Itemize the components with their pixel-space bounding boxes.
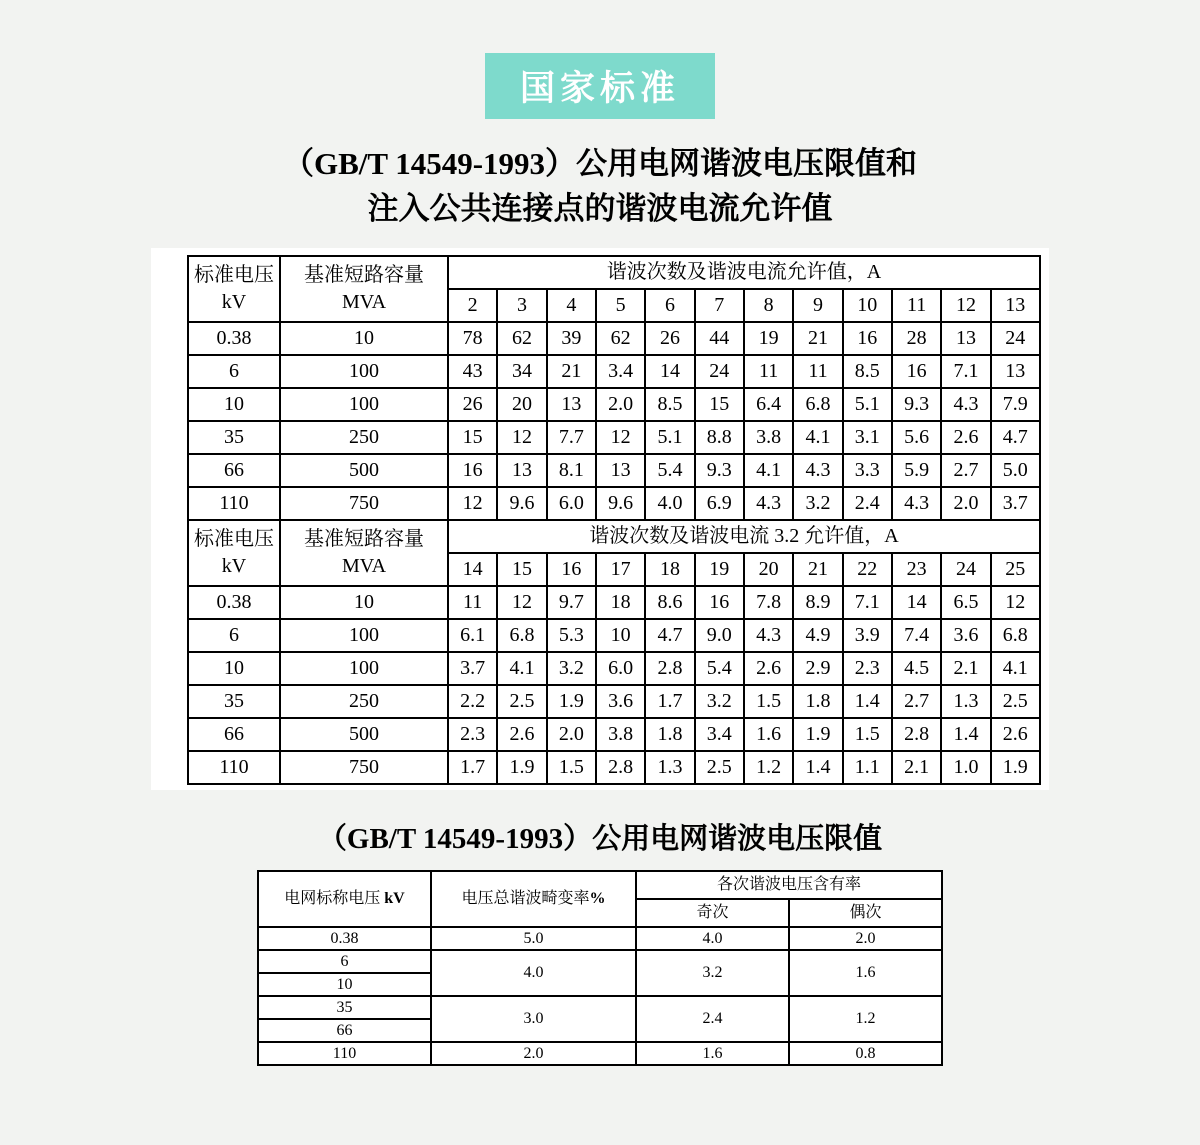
current-value-cell: 8.8 (695, 421, 744, 454)
capacity-cell: 250 (280, 685, 448, 718)
current-value-cell: 1.5 (744, 685, 793, 718)
current-value-cell: 6.0 (547, 487, 596, 520)
capacity-header-cell: 基准短路容量 MVA (280, 520, 448, 586)
table-row (188, 685, 1040, 718)
current-value-cell: 8.5 (645, 388, 694, 421)
current-value-cell: 2.1 (892, 751, 941, 784)
current-value-cell: 24 (991, 322, 1040, 355)
national-standard-badge: 国家标准 (485, 53, 715, 119)
table-row (188, 388, 1040, 421)
current-value-cell: 11 (448, 586, 497, 619)
current-value-cell: 6.8 (793, 388, 842, 421)
current-value-cell: 2.6 (497, 718, 546, 751)
harmonic-order-cell: 4 (547, 289, 596, 322)
current-value-cell: 1.0 (941, 751, 990, 784)
harmonic-order-cell: 23 (892, 553, 941, 586)
table-row (258, 950, 942, 973)
current-value-cell: 8.5 (843, 355, 892, 388)
current-value-cell: 2.3 (843, 652, 892, 685)
voltage-cell: 35 (188, 421, 280, 454)
main-title-line2: 注入公共连接点的谐波电流允许值 (367, 191, 833, 226)
voltage-cell: 6 (188, 619, 280, 652)
grid-voltage-cell: 66 (258, 1019, 431, 1042)
current-value-cell: 3.2 (793, 487, 842, 520)
current-value-cell: 4.3 (892, 487, 941, 520)
current-value-cell: 44 (695, 322, 744, 355)
current-value-cell: 16 (892, 355, 941, 388)
current-value-cell: 1.7 (448, 751, 497, 784)
harmonic-order-cell: 7 (695, 289, 744, 322)
current-value-cell: 16 (695, 586, 744, 619)
current-value-cell: 8.1 (547, 454, 596, 487)
current-value-cell: 2.6 (744, 652, 793, 685)
table-row (188, 322, 1040, 355)
harmonic-order-cell: 18 (645, 553, 694, 586)
unit-label: % (589, 890, 606, 907)
capacity-cell: 500 (280, 718, 448, 751)
capacity-cell: 250 (280, 421, 448, 454)
current-value-cell: 1.9 (793, 718, 842, 751)
current-value-cell: 4.7 (991, 421, 1040, 454)
current-value-cell: 1.6 (744, 718, 793, 751)
harmonic-span-header: 谐波次数及谐波电流允许值，A (448, 256, 1040, 289)
current-value-cell: 8.6 (645, 586, 694, 619)
current-value-cell: 4.1 (744, 454, 793, 487)
table-row (188, 421, 1040, 454)
current-value-cell: 1.3 (645, 751, 694, 784)
grid-voltage-cell: 10 (258, 973, 431, 996)
table-row (258, 927, 942, 950)
voltage-cell: 66 (188, 718, 280, 751)
capacity-cell: 500 (280, 454, 448, 487)
current-value-cell: 34 (497, 355, 546, 388)
current-value-cell: 13 (991, 355, 1040, 388)
current-value-cell: 1.3 (941, 685, 990, 718)
current-value-cell: 7.7 (547, 421, 596, 454)
current-value-cell: 1.4 (941, 718, 990, 751)
current-value-cell: 3.7 (448, 652, 497, 685)
harmonic-order-cell: 24 (941, 553, 990, 586)
current-value-cell: 4.7 (645, 619, 694, 652)
current-value-cell: 6.1 (448, 619, 497, 652)
grid-voltage-header: 电网标称电压 kV (258, 871, 431, 927)
current-value-cell: 28 (892, 322, 941, 355)
odd-order-header: 奇次 (636, 899, 789, 927)
thd-value-cell: 2.0 (431, 1042, 636, 1065)
harmonic-order-cell: 19 (695, 553, 744, 586)
harmonic-current-table (187, 255, 1041, 785)
current-value-cell: 2.7 (941, 454, 990, 487)
current-value-cell: 6.8 (497, 619, 546, 652)
current-value-cell: 78 (448, 322, 497, 355)
table-row (188, 652, 1040, 685)
voltage-header-cell: 标准电压 kV (188, 256, 280, 322)
harmonic-order-cell: 15 (497, 553, 546, 586)
current-value-cell: 10 (596, 619, 645, 652)
even-value-cell: 0.8 (789, 1042, 942, 1065)
current-value-cell: 3.2 (547, 652, 596, 685)
capacity-cell: 750 (280, 751, 448, 784)
current-value-cell: 1.7 (645, 685, 694, 718)
current-value-cell: 3.6 (941, 619, 990, 652)
current-value-cell: 2.8 (645, 652, 694, 685)
current-value-cell: 4.3 (744, 487, 793, 520)
current-value-cell: 2.5 (497, 685, 546, 718)
current-value-cell: 2.0 (547, 718, 596, 751)
current-value-cell: 9.3 (892, 388, 941, 421)
voltage-cell: 0.38 (188, 322, 280, 355)
current-value-cell: 3.8 (744, 421, 793, 454)
secondary-title: （GB/T 14549-1993）公用电网谐波电压限值 (317, 823, 883, 855)
voltage-cell: 10 (188, 388, 280, 421)
main-title (0, 141, 1200, 231)
current-value-cell: 6.0 (596, 652, 645, 685)
current-value-cell: 5.3 (547, 619, 596, 652)
current-value-cell: 1.9 (497, 751, 546, 784)
thd-header: 电压总谐波畸变率% (431, 871, 636, 927)
current-value-cell: 8.9 (793, 586, 842, 619)
current-value-cell: 5.9 (892, 454, 941, 487)
even-value-cell: 1.6 (789, 950, 942, 996)
current-value-cell: 4.3 (744, 619, 793, 652)
voltage-cell: 110 (188, 751, 280, 784)
voltage-cell: 10 (188, 652, 280, 685)
current-value-cell: 18 (596, 586, 645, 619)
capacity-cell: 100 (280, 652, 448, 685)
current-value-cell: 1.8 (793, 685, 842, 718)
current-value-cell: 3.2 (695, 685, 744, 718)
table-row (188, 586, 1040, 619)
current-value-cell: 1.9 (547, 685, 596, 718)
current-value-cell: 12 (497, 586, 546, 619)
current-value-cell: 7.9 (991, 388, 1040, 421)
current-value-cell: 13 (547, 388, 596, 421)
current-value-cell: 6.4 (744, 388, 793, 421)
current-value-cell: 2.7 (892, 685, 941, 718)
main-title-line1: （GB/T 14549-1993）公用电网谐波电压限值和 (282, 146, 918, 181)
current-value-cell: 5.6 (892, 421, 941, 454)
current-value-cell: 2.8 (892, 718, 941, 751)
current-value-cell: 13 (941, 322, 990, 355)
current-value-cell: 7.4 (892, 619, 941, 652)
harmonic-order-cell: 20 (744, 553, 793, 586)
current-value-cell: 4.5 (892, 652, 941, 685)
current-value-cell: 26 (645, 322, 694, 355)
capacity-cell: 100 (280, 388, 448, 421)
capacity-cell: 10 (280, 322, 448, 355)
current-value-cell: 15 (448, 421, 497, 454)
table-row (188, 718, 1040, 751)
table-row (258, 996, 942, 1019)
current-value-cell: 13 (497, 454, 546, 487)
even-value-cell: 1.2 (789, 996, 942, 1042)
current-value-cell: 7.8 (744, 586, 793, 619)
table-row (258, 1042, 942, 1065)
harmonic-order-cell: 6 (645, 289, 694, 322)
current-value-cell: 3.7 (991, 487, 1040, 520)
current-value-cell: 5.0 (991, 454, 1040, 487)
current-value-cell: 12 (991, 586, 1040, 619)
odd-value-cell: 1.6 (636, 1042, 789, 1065)
current-value-cell: 16 (843, 322, 892, 355)
voltage-cell: 35 (188, 685, 280, 718)
current-value-cell: 2.2 (448, 685, 497, 718)
current-value-cell: 5.1 (843, 388, 892, 421)
grid-voltage-cell: 0.38 (258, 927, 431, 950)
current-value-cell: 7.1 (843, 586, 892, 619)
current-value-cell: 12 (596, 421, 645, 454)
table-row (188, 487, 1040, 520)
harmonic-order-cell: 9 (793, 289, 842, 322)
voltage-cell: 0.38 (188, 586, 280, 619)
current-value-cell: 2.9 (793, 652, 842, 685)
harmonic-order-cell: 16 (547, 553, 596, 586)
thd-value-cell: 3.0 (431, 996, 636, 1042)
harmonic-order-cell: 25 (991, 553, 1040, 586)
current-value-cell: 5.1 (645, 421, 694, 454)
harmonic-order-cell: 3 (497, 289, 546, 322)
harmonic-order-cell: 21 (793, 553, 842, 586)
current-value-cell: 13 (596, 454, 645, 487)
current-value-cell: 2.6 (941, 421, 990, 454)
harmonic-order-cell: 11 (892, 289, 941, 322)
current-value-cell: 9.7 (547, 586, 596, 619)
current-value-cell: 2.5 (695, 751, 744, 784)
current-value-cell: 4.1 (991, 652, 1040, 685)
thd-value-cell: 4.0 (431, 950, 636, 996)
current-value-cell: 5.4 (695, 652, 744, 685)
current-value-cell: 3.3 (843, 454, 892, 487)
harmonic-order-cell: 8 (744, 289, 793, 322)
table-row (188, 751, 1040, 784)
voltage-cell: 110 (188, 487, 280, 520)
current-value-cell: 2.5 (991, 685, 1040, 718)
current-value-cell: 2.8 (596, 751, 645, 784)
table-row (188, 454, 1040, 487)
current-value-cell: 9.6 (596, 487, 645, 520)
current-value-cell: 4.1 (793, 421, 842, 454)
current-value-cell: 26 (448, 388, 497, 421)
capacity-cell: 100 (280, 619, 448, 652)
current-value-cell: 14 (645, 355, 694, 388)
voltage-cell: 6 (188, 355, 280, 388)
harmonic-order-cell: 2 (448, 289, 497, 322)
current-value-cell: 62 (596, 322, 645, 355)
harmonic-voltage-table (257, 870, 943, 1066)
even-value-cell: 2.0 (789, 927, 942, 950)
current-value-cell: 2.1 (941, 652, 990, 685)
current-value-cell: 1.1 (843, 751, 892, 784)
harmonic-span-header: 谐波次数及谐波电流 3.2 允许值，A (448, 520, 1040, 553)
current-value-cell: 4.3 (793, 454, 842, 487)
current-value-cell: 3.9 (843, 619, 892, 652)
harmonic-order-cell: 12 (941, 289, 990, 322)
current-value-cell: 14 (892, 586, 941, 619)
odd-value-cell: 2.4 (636, 996, 789, 1042)
current-value-cell: 4.1 (497, 652, 546, 685)
current-value-cell: 15 (695, 388, 744, 421)
current-value-cell: 12 (497, 421, 546, 454)
current-value-cell: 4.3 (941, 388, 990, 421)
current-value-cell: 1.5 (547, 751, 596, 784)
current-value-cell: 3.1 (843, 421, 892, 454)
table-row (188, 619, 1040, 652)
harmonic-order-cell: 5 (596, 289, 645, 322)
harmonic-current-panel (151, 248, 1049, 790)
grid-voltage-cell: 35 (258, 996, 431, 1019)
harmonic-order-cell: 10 (843, 289, 892, 322)
current-value-cell: 9.6 (497, 487, 546, 520)
current-value-cell: 12 (448, 487, 497, 520)
current-value-cell: 6.9 (695, 487, 744, 520)
current-value-cell: 3.4 (695, 718, 744, 751)
capacity-cell: 10 (280, 586, 448, 619)
table-row (188, 355, 1040, 388)
current-value-cell: 2.3 (448, 718, 497, 751)
current-value-cell: 3.8 (596, 718, 645, 751)
current-value-cell: 6.5 (941, 586, 990, 619)
current-value-cell: 1.2 (744, 751, 793, 784)
page (0, 53, 1200, 1066)
current-value-cell: 21 (547, 355, 596, 388)
thd-value-cell: 5.0 (431, 927, 636, 950)
current-value-cell: 1.9 (991, 751, 1040, 784)
harmonic-order-cell: 17 (596, 553, 645, 586)
current-value-cell: 2.0 (596, 388, 645, 421)
current-value-cell: 9.0 (695, 619, 744, 652)
current-value-cell: 3.6 (596, 685, 645, 718)
odd-value-cell: 4.0 (636, 927, 789, 950)
current-value-cell: 39 (547, 322, 596, 355)
harmonic-content-header: 各次谐波电压含有率 (636, 871, 942, 899)
current-value-cell: 6.8 (991, 619, 1040, 652)
current-value-cell: 20 (497, 388, 546, 421)
unit-label: kV (384, 890, 405, 907)
harmonic-order-cell: 14 (448, 553, 497, 586)
current-value-cell: 1.4 (843, 685, 892, 718)
grid-voltage-cell: 110 (258, 1042, 431, 1065)
current-value-cell: 5.4 (645, 454, 694, 487)
current-value-cell: 11 (744, 355, 793, 388)
current-value-cell: 2.0 (941, 487, 990, 520)
current-value-cell: 19 (744, 322, 793, 355)
current-value-cell: 2.6 (991, 718, 1040, 751)
current-value-cell: 1.4 (793, 751, 842, 784)
current-value-cell: 43 (448, 355, 497, 388)
current-value-cell: 4.0 (645, 487, 694, 520)
current-value-cell: 4.9 (793, 619, 842, 652)
current-value-cell: 16 (448, 454, 497, 487)
even-order-header: 偶次 (789, 899, 942, 927)
current-value-cell: 1.5 (843, 718, 892, 751)
grid-voltage-cell: 6 (258, 950, 431, 973)
current-value-cell: 7.1 (941, 355, 990, 388)
current-value-cell: 24 (695, 355, 744, 388)
capacity-cell: 100 (280, 355, 448, 388)
current-value-cell: 2.4 (843, 487, 892, 520)
current-value-cell: 11 (793, 355, 842, 388)
odd-value-cell: 3.2 (636, 950, 789, 996)
harmonic-order-cell: 13 (991, 289, 1040, 322)
capacity-cell: 750 (280, 487, 448, 520)
current-value-cell: 9.3 (695, 454, 744, 487)
current-value-cell: 3.4 (596, 355, 645, 388)
voltage-cell: 66 (188, 454, 280, 487)
capacity-header-cell: 基准短路容量 MVA (280, 256, 448, 322)
voltage-header-cell: 标准电压 kV (188, 520, 280, 586)
current-value-cell: 21 (793, 322, 842, 355)
current-value-cell: 1.8 (645, 718, 694, 751)
current-value-cell: 62 (497, 322, 546, 355)
harmonic-order-cell: 22 (843, 553, 892, 586)
